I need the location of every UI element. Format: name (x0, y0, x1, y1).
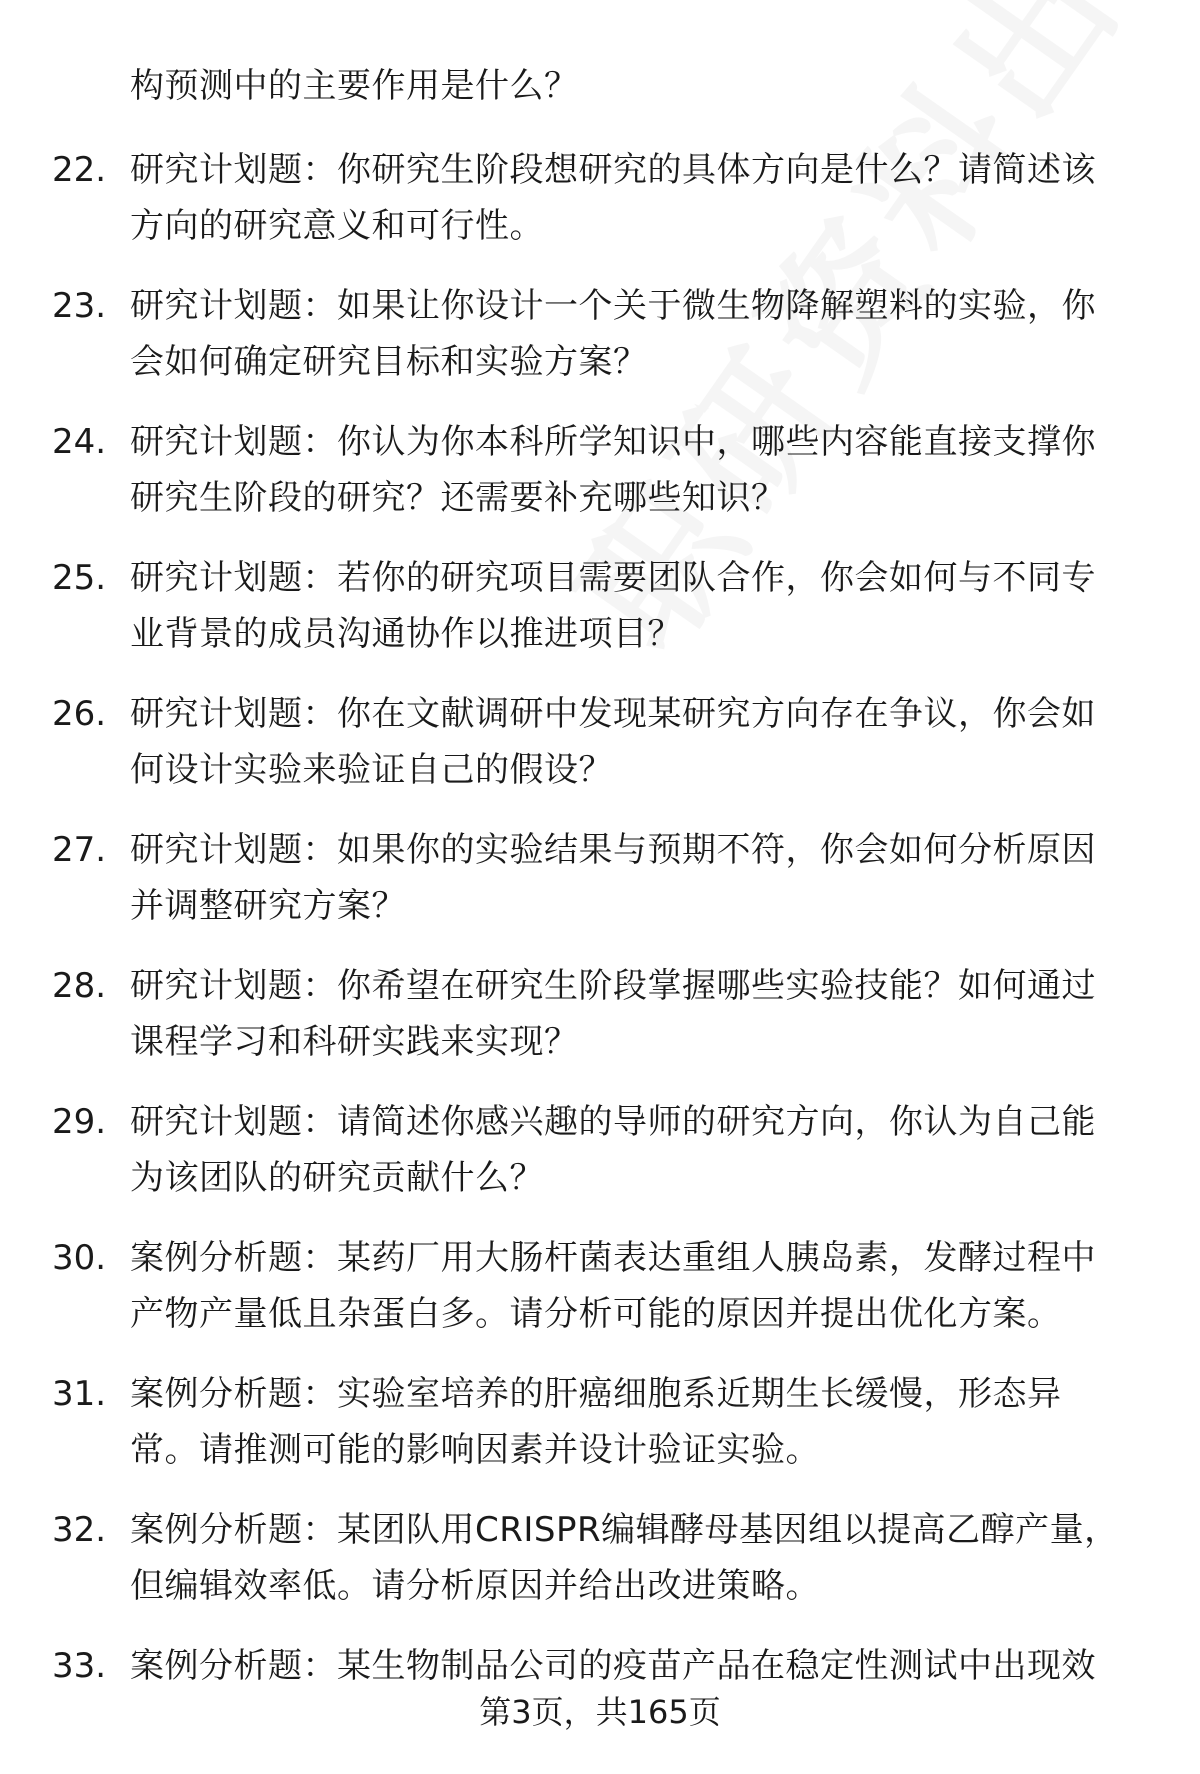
question-text (130, 1366, 1140, 1478)
question-item (0, 278, 1200, 414)
question-text-line: 研究计划题：你研究生阶段想研究的具体方向是什么？请简述该 (130, 150, 1096, 190)
question-number: 28. (52, 966, 107, 1006)
question-text-line: 研究生阶段的研究？还需要补充哪些知识？ (130, 478, 786, 518)
question-item (0, 958, 1200, 1094)
page-footer: 第3页，共165页 (479, 1693, 721, 1731)
question-text (130, 958, 1140, 1070)
question-item (0, 550, 1200, 686)
question-text-line: 研究计划题：你在文献调研中发现某研究方向存在争议，你会如 (130, 694, 1096, 734)
question-text-line: 常。请推测可能的影响因素并设计验证实验。 (130, 1430, 820, 1470)
question-text (130, 414, 1140, 526)
question-text-line: 案例分析题：某药厂用大肠杆菌表达重组人胰岛素，发酵过程中 (130, 1238, 1096, 1278)
question-text (130, 1230, 1140, 1342)
question-text-line: 方向的研究意义和可行性。 (130, 206, 544, 246)
question-number: 27. (52, 830, 107, 870)
question-item (0, 1502, 1200, 1638)
question-text-line: 会如何确定研究目标和实验方案？ (130, 342, 648, 382)
question-text-line: 并调整研究方案？ (130, 886, 406, 926)
question-text (130, 550, 1140, 662)
question-item (0, 686, 1200, 822)
question-text-line: 案例分析题：某团队用CRISPR编辑酵母基因组以提高乙醇产量， (130, 1510, 1119, 1550)
question-item (0, 1366, 1200, 1502)
question-number: 23. (52, 286, 107, 326)
question-item (0, 1094, 1200, 1230)
question-text (130, 686, 1140, 798)
question-number: 25. (52, 558, 107, 598)
question-text (130, 142, 1140, 254)
question-number: 24. (52, 422, 107, 462)
question-item (0, 414, 1200, 550)
question-item (0, 142, 1200, 278)
question-text-line: 但编辑效率低。请分析原因并给出改进策略。 (130, 1566, 820, 1606)
question-number: 33. (52, 1646, 107, 1686)
question-text (130, 822, 1140, 934)
question-text-line: 业背景的成员沟通协作以推进项目？ (130, 614, 682, 654)
question-text-line: 研究计划题：请简述你感兴趣的导师的研究方向，你认为自己能 (130, 1102, 1096, 1142)
question-text-line: 何设计实验来验证自己的假设？ (130, 750, 613, 790)
question-text-line: 为该团队的研究贡献什么？ (130, 1158, 544, 1198)
question-text (130, 278, 1140, 390)
question-text-line: 研究计划题：你希望在研究生阶段掌握哪些实验技能？如何通过 (130, 966, 1096, 1006)
question-number: 26. (52, 694, 107, 734)
question-text-line: 研究计划题：如果让你设计一个关于微生物降解塑料的实验，你 (130, 286, 1096, 326)
continuation-text: 构预测中的主要作用是什么？ (130, 66, 579, 106)
question-text-line: 研究计划题：你认为你本科所学知识中，哪些内容能直接支撑你 (130, 422, 1096, 462)
question-list (0, 142, 1200, 1774)
question-text-line: 产物产量低且杂蛋白多。请分析可能的原因并提出优化方案。 (130, 1294, 1062, 1334)
question-number: 32. (52, 1510, 107, 1550)
question-text (130, 1094, 1140, 1206)
question-text-line: 课程学习和科研实践来实现？ (130, 1022, 579, 1062)
question-number: 22. (52, 150, 107, 190)
question-number: 31. (52, 1374, 107, 1414)
question-item (0, 1230, 1200, 1366)
question-text (130, 1502, 1140, 1614)
question-item (0, 822, 1200, 958)
question-text-line: 研究计划题：如果你的实验结果与预期不符，你会如何分析原因 (130, 830, 1096, 870)
question-number: 30. (52, 1238, 107, 1278)
question-text (130, 1638, 1140, 1694)
question-text-line: 案例分析题：某生物制品公司的疫苗产品在稳定性测试中出现效 (130, 1646, 1096, 1686)
question-number: 29. (52, 1102, 107, 1142)
question-text-line: 研究计划题：若你的研究项目需要团队合作，你会如何与不同专 (130, 558, 1096, 598)
question-text-line: 案例分析题：实验室培养的肝癌细胞系近期生长缓慢，形态异 (130, 1374, 1062, 1414)
